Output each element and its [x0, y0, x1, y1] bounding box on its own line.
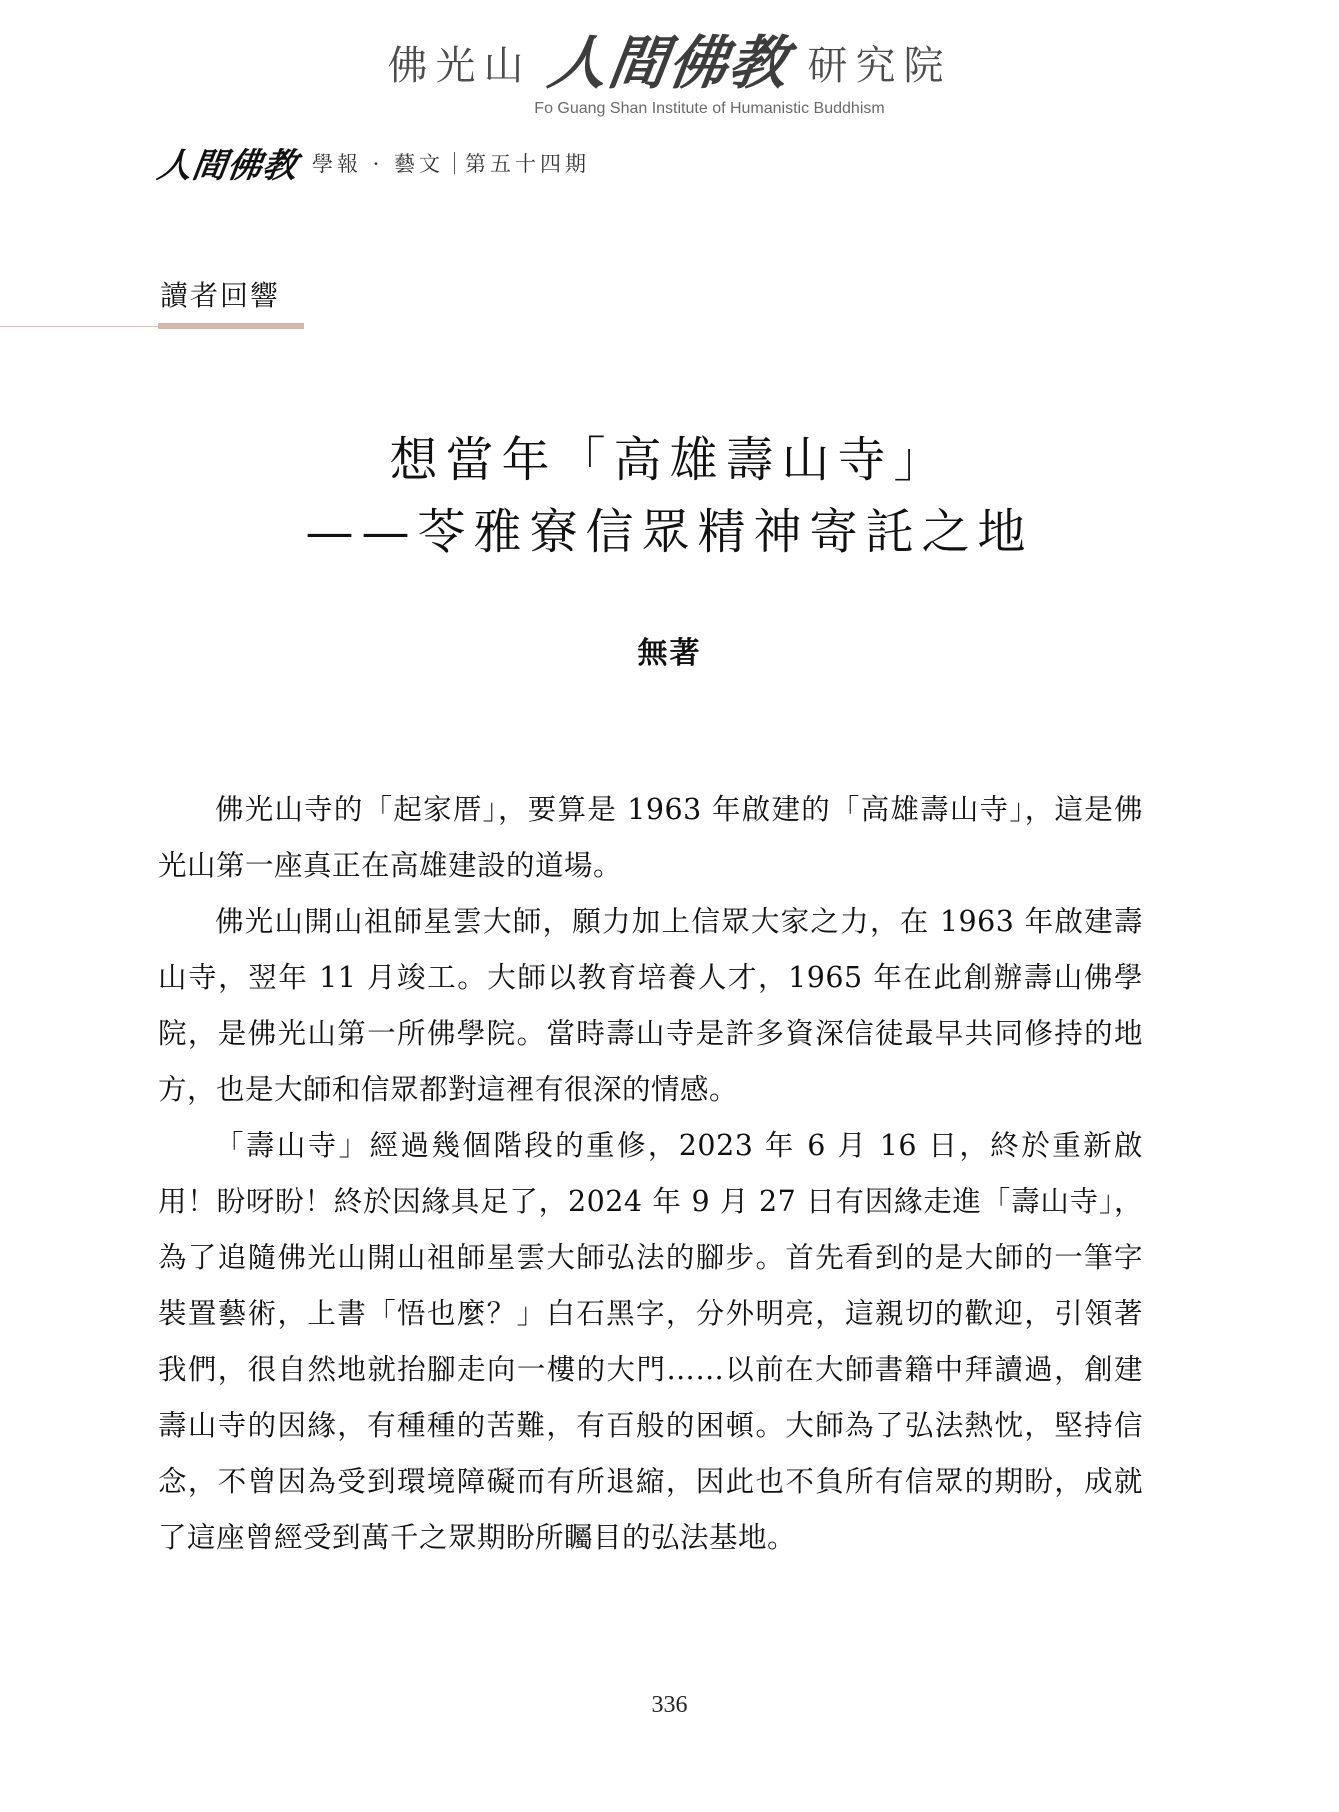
- institute-name-right: 研究院: [807, 43, 952, 89]
- institute-brand-logo: 人間佛教: [544, 29, 795, 97]
- paragraph: 佛光山開山祖師星雲大師，願力加上信眾大家之力，在 1963 年啟建壽山寺，翌年 11 月竣工。大師以教育培養人才，1965 年在此創辦壽山佛學院，是佛光山第一所佛學院。當時壽山寺是許多資深信徒最早共同修持的地方，也是大師和信眾都對這裡有很深的情感。: [158, 905, 1143, 1106]
- title-block: [0, 424, 1339, 568]
- paragraph: 「壽山寺」經過幾個階段的重修，2023 年 6 月 16 日，終於重新啟用！盼呀盼！終於因緣具足了，2024 年 9 月 27 日有因緣走進「壽山寺」，為了追隨佛光山開山祖師星雲大師弘法的腳步。首先看到的是大師的一筆字裝置藝術，上書「悟也麼？」白石黑字，分外明亮，這親切的歡迎，引領著我們，很自然地就抬腳走向一樓的大門……以前在大師書籍中拜讀過，創建壽山寺的因緣，有種種的苦難，有百般的困頓。大師為了弘法熱忱，堅持信念，不曾因為受到環境障礙而有所退縮，因此也不負所有信眾的期盼，成就了這座曾經受到萬千之眾期盼所矚目的弘法基地。: [158, 1129, 1143, 1554]
- masthead: [0, 30, 1339, 118]
- institute-english-name: Fo Guang Shan Institute of Humanistic Buddhism: [534, 100, 885, 117]
- paragraph: 佛光山寺的「起家厝」，要算是 1963 年啟建的「高雄壽山寺」，這是佛光山第一座真正在高雄建設的道場。: [158, 793, 1143, 882]
- journal-line: [154, 138, 591, 187]
- page-number: 336: [651, 1692, 688, 1718]
- section-underline: [158, 323, 304, 329]
- journal-section: 學報 · 藝文: [312, 151, 445, 176]
- journal-brand-logo: 人間佛教: [154, 146, 301, 186]
- article-body: [158, 782, 1143, 1566]
- article-author: 無著: [637, 636, 702, 671]
- article-subtitle: ——苓雅寮信眾精神寄託之地: [305, 504, 1034, 560]
- article-title: 想當年「高雄壽山寺」: [389, 432, 950, 488]
- journal-issue: 第五十四期: [465, 151, 591, 176]
- institute-name-left: 佛光山: [387, 43, 532, 89]
- section-label: 讀者回響: [160, 279, 281, 312]
- institute-line: [0, 30, 1339, 96]
- journal-divider: [454, 152, 455, 174]
